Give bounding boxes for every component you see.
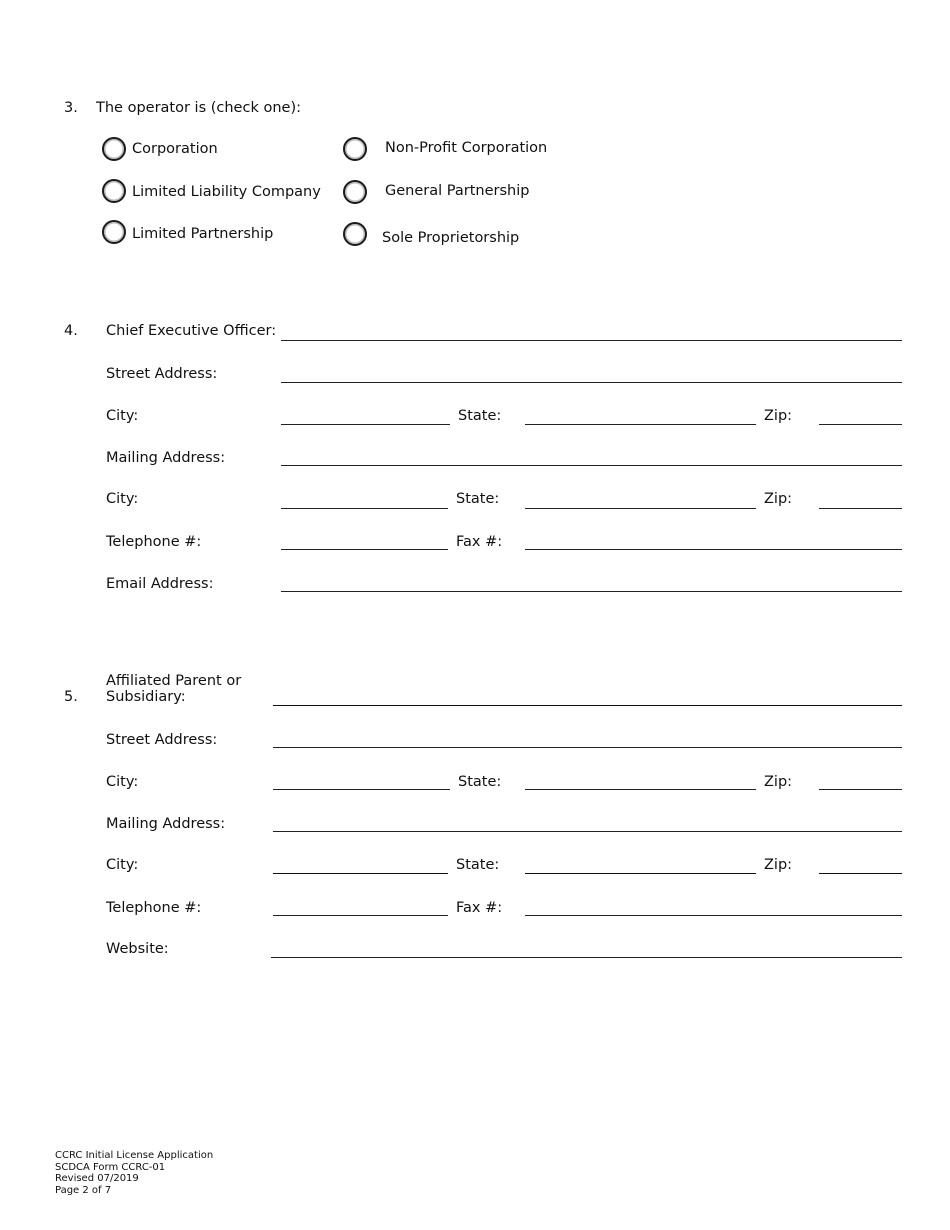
q5-street-label: Street Address: <box>106 732 218 748</box>
q4-number: 4. <box>64 323 78 339</box>
q5-city-label: City: <box>106 774 139 790</box>
q5-mailing-state-field[interactable] <box>525 873 756 874</box>
q4-mailing-zip-label: Zip: <box>764 491 793 507</box>
q4-state-label: State: <box>458 408 502 424</box>
label-llc: Limited Liability Company <box>132 184 321 200</box>
q4-ceo-label: Chief Executive Officer: <box>106 323 277 339</box>
radio-general-partnership[interactable] <box>343 180 367 204</box>
q4-telephone-field[interactable] <box>281 549 448 550</box>
label-general-partnership: General Partnership <box>385 183 530 199</box>
q5-affiliated-label-line2: Subsidiary: <box>106 689 186 705</box>
q5-website-field[interactable] <box>271 957 902 958</box>
q5-affiliated-label-line1: Affiliated Parent or <box>106 673 242 689</box>
label-non-profit-corporation: Non-Profit Corporation <box>385 140 548 156</box>
label-limited-partnership: Limited Partnership <box>132 226 274 242</box>
q5-telephone-field[interactable] <box>273 915 448 916</box>
q5-state-label: State: <box>458 774 502 790</box>
q4-fax-field[interactable] <box>525 549 902 550</box>
q5-street-field[interactable] <box>273 747 902 748</box>
q5-city-field[interactable] <box>273 789 450 790</box>
q4-telephone-label: Telephone #: <box>106 534 202 550</box>
q4-mailing-state-field[interactable] <box>525 508 756 509</box>
q5-zip-field[interactable] <box>819 789 902 790</box>
q4-mailing-label: Mailing Address: <box>106 450 226 466</box>
q4-city-label: City: <box>106 408 139 424</box>
label-corporation: Corporation <box>132 141 218 157</box>
footer-form-title: CCRC Initial License Application <box>55 1150 214 1161</box>
q4-street-field[interactable] <box>281 382 902 383</box>
q4-mailing-city-field[interactable] <box>281 508 448 509</box>
page-footer <box>55 1150 213 1196</box>
q5-affiliated-field[interactable] <box>273 705 902 706</box>
q4-zip-field[interactable] <box>819 424 902 425</box>
q5-website-label: Website: <box>106 941 169 957</box>
q4-city-field[interactable] <box>281 424 450 425</box>
q5-mailing-zip-field[interactable] <box>819 873 902 874</box>
q4-email-label: Email Address: <box>106 576 214 592</box>
q5-telephone-label: Telephone #: <box>106 900 202 916</box>
footer-revision: Revised 07/2019 <box>55 1173 139 1184</box>
footer-form-number: SCDCA Form CCRC-01 <box>55 1161 166 1173</box>
q3-prompt: The operator is (check one): <box>96 100 301 116</box>
q5-mailing-city-field[interactable] <box>273 873 448 874</box>
radio-llc[interactable] <box>102 179 126 203</box>
radio-sole-proprietorship[interactable] <box>343 222 367 246</box>
q5-mailing-zip-label: Zip: <box>764 857 793 873</box>
q4-mailing-zip-field[interactable] <box>819 508 902 509</box>
q3-number: 3. <box>64 100 78 116</box>
footer-page-number: Page 2 of 7 <box>55 1184 112 1196</box>
q4-street-label: Street Address: <box>106 366 218 382</box>
label-sole-proprietorship: Sole Proprietorship <box>382 230 520 246</box>
q5-fax-field[interactable] <box>525 915 902 916</box>
q5-mailing-field[interactable] <box>273 831 902 832</box>
radio-corporation[interactable] <box>102 137 126 161</box>
q4-fax-label: Fax #: <box>456 534 503 550</box>
q5-mailing-city-label: City: <box>106 857 139 873</box>
radio-limited-partnership[interactable] <box>102 220 126 244</box>
radio-non-profit-corporation[interactable] <box>343 137 367 161</box>
q5-mailing-state-label: State: <box>456 857 500 873</box>
q4-mailing-city-label: City: <box>106 491 139 507</box>
q5-fax-label: Fax #: <box>456 900 503 916</box>
q5-state-field[interactable] <box>525 789 756 790</box>
q4-ceo-field[interactable] <box>281 340 902 341</box>
q5-mailing-label: Mailing Address: <box>106 816 226 832</box>
q4-mailing-field[interactable] <box>281 465 902 466</box>
q4-mailing-state-label: State: <box>456 491 500 507</box>
q4-state-field[interactable] <box>525 424 756 425</box>
q5-number: 5. <box>64 689 78 705</box>
q5-zip-label: Zip: <box>764 774 793 790</box>
q4-email-field[interactable] <box>281 591 902 592</box>
q4-zip-label: Zip: <box>764 408 793 424</box>
